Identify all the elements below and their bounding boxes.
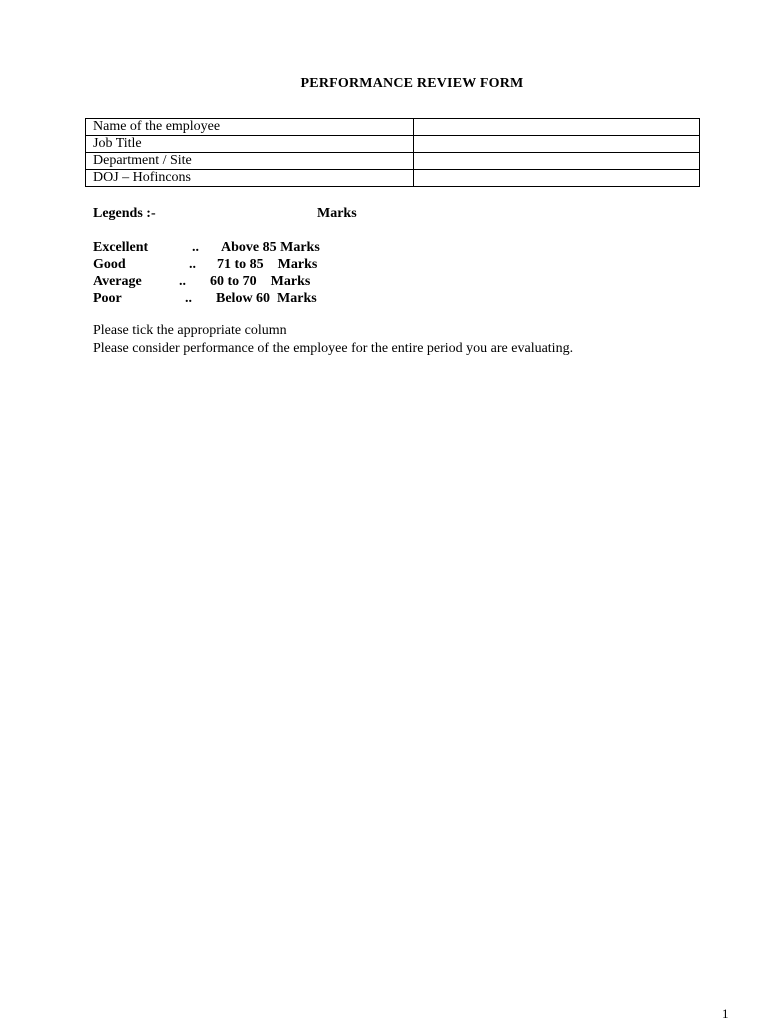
employee-name-value[interactable] — [414, 119, 700, 136]
instruction-line: Please tick the appropriate column — [93, 323, 287, 338]
legend-name: Good — [93, 257, 126, 272]
page-title: PERFORMANCE REVIEW FORM — [300, 76, 524, 91]
legend-separator: .. — [189, 257, 196, 272]
instructions — [93, 322, 573, 358]
legend-list — [93, 239, 393, 307]
legend-item-poor — [93, 290, 393, 307]
legend-name: Average — [93, 274, 142, 289]
employee-name-label: Name of the employee — [86, 119, 414, 136]
legend-range: 71 to 85 Marks — [217, 257, 318, 272]
doj-label: DOJ – Hofincons — [86, 170, 414, 187]
legend-name: Poor — [93, 291, 122, 306]
table-row — [86, 153, 700, 170]
employee-info-table — [85, 118, 700, 187]
legends-label: Legends :- — [93, 206, 156, 221]
legend-separator: .. — [179, 274, 186, 289]
page-number: 1 — [722, 1006, 729, 1021]
table-row — [86, 119, 700, 136]
legend-range: Above 85 Marks — [221, 240, 320, 255]
legend-separator: .. — [192, 240, 199, 255]
legend-separator: .. — [185, 291, 192, 306]
job-title-label: Job Title — [86, 136, 414, 153]
instruction-line: Please consider performance of the employee for the entire period you are evaluating. — [93, 341, 574, 356]
department-site-value[interactable] — [414, 153, 700, 170]
legend-name: Excellent — [93, 240, 149, 255]
legend-item-average — [93, 273, 393, 290]
legend-item-excellent — [93, 239, 393, 256]
legends-heading-row — [93, 206, 357, 222]
legend-range: Below 60 Marks — [216, 291, 317, 306]
department-site-label: Department / Site — [86, 153, 414, 170]
marks-label: Marks — [317, 206, 357, 221]
table-row — [86, 136, 700, 153]
table-row — [86, 170, 700, 187]
legend-item-good — [93, 256, 393, 273]
legend-range: 60 to 70 Marks — [210, 274, 311, 289]
doj-value[interactable] — [414, 170, 700, 187]
job-title-value[interactable] — [414, 136, 700, 153]
